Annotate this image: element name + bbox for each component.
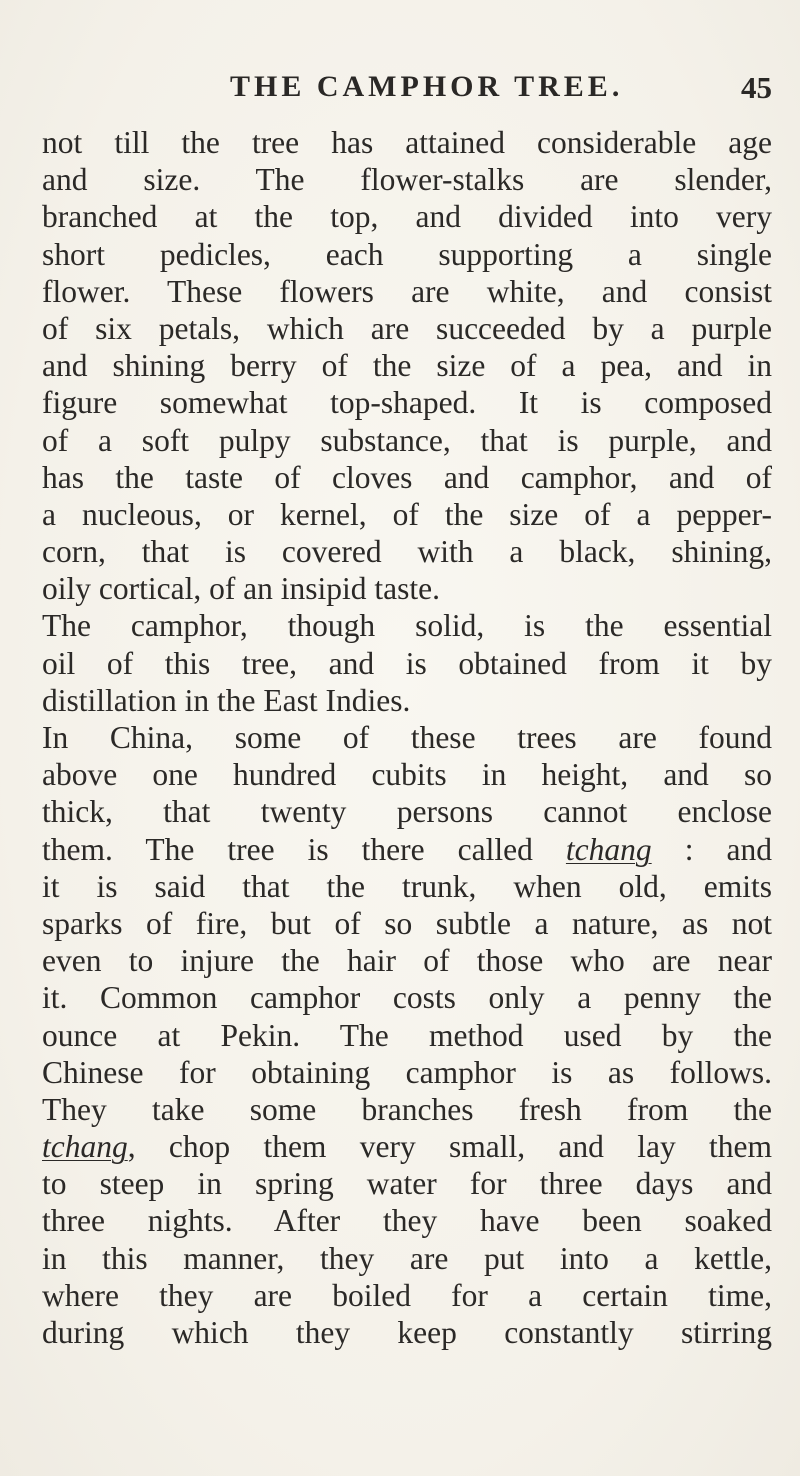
text-line: a nucleous, or kernel, of the size of a pepper-	[42, 496, 772, 532]
text-line: distillation in the East Indies.	[42, 682, 411, 718]
text-line: to steep in spring water for three days and	[42, 1166, 772, 1202]
text-line: ounce at Pekin. The method used by the	[42, 1017, 772, 1053]
text-line: not till the tree has attained considerable age	[42, 125, 772, 160]
text-line: Chinese for obtaining camphor is as follows.	[42, 1054, 772, 1090]
text-line: In China, some of these trees are found	[42, 720, 772, 755]
text-line: short pedicles, each supporting a single	[42, 236, 772, 272]
text-line: of six petals, which are succeeded by a purple	[42, 310, 772, 346]
text-line: They take some branches fresh from the	[42, 1091, 772, 1127]
line-segment: : and	[651, 831, 772, 867]
text-line: has the taste of cloves and camphor, and of	[42, 459, 772, 495]
text-line: thick, that twenty persons cannot enclose	[42, 794, 772, 830]
text-line: even to injure the hair of those who are near	[42, 943, 772, 979]
line-segment: them. The tree is there called	[42, 831, 566, 867]
text-line: The camphor, though solid, is the essential	[42, 608, 772, 644]
italic-term: tchang	[42, 1129, 128, 1165]
text-line: branched at the top, and divided into very	[42, 199, 772, 235]
text-line	[42, 831, 772, 868]
running-title: THE CAMPHOR TREE.	[230, 70, 624, 103]
italic-term: tchang	[565, 831, 652, 867]
text-line: during which they keep constantly stirring	[42, 1315, 772, 1350]
text-line: figure somewhat top-shaped. It is composed	[42, 385, 772, 421]
text-line: oily cortical, of an insipid taste.	[42, 571, 441, 607]
text-line: oil of this tree, and is obtained from it by	[42, 645, 772, 681]
text-line: above one hundred cubits in height, and so	[42, 757, 772, 793]
text-line: corn, that is covered with a black, shining,	[42, 534, 772, 570]
text-line: it is said that the trunk, when old, emits	[42, 868, 772, 904]
text-line: flower. These flowers are white, and consist	[42, 273, 772, 309]
line-segment: , chop them very small, and lay them	[127, 1129, 772, 1165]
text-line: of a soft pulpy substance, that is purple, and	[42, 422, 772, 458]
body-text	[42, 124, 772, 1351]
running-head	[42, 70, 772, 110]
text-line: three nights. After they have been soaked	[42, 1203, 772, 1239]
text-line: sparks of fire, but of so subtle a nature, as not	[42, 905, 772, 941]
text-line	[42, 1128, 772, 1165]
text-line: and shining berry of the size of a pea, and in	[42, 348, 772, 384]
text-line: where they are boiled for a certain time,	[42, 1277, 772, 1313]
text-line: it. Common camphor costs only a penny the	[42, 980, 772, 1016]
text-line: in this manner, they are put into a kettle,	[42, 1240, 772, 1276]
text-line: and size. The flower-stalks are slender,	[42, 162, 772, 198]
page-number: 45	[741, 70, 772, 105]
